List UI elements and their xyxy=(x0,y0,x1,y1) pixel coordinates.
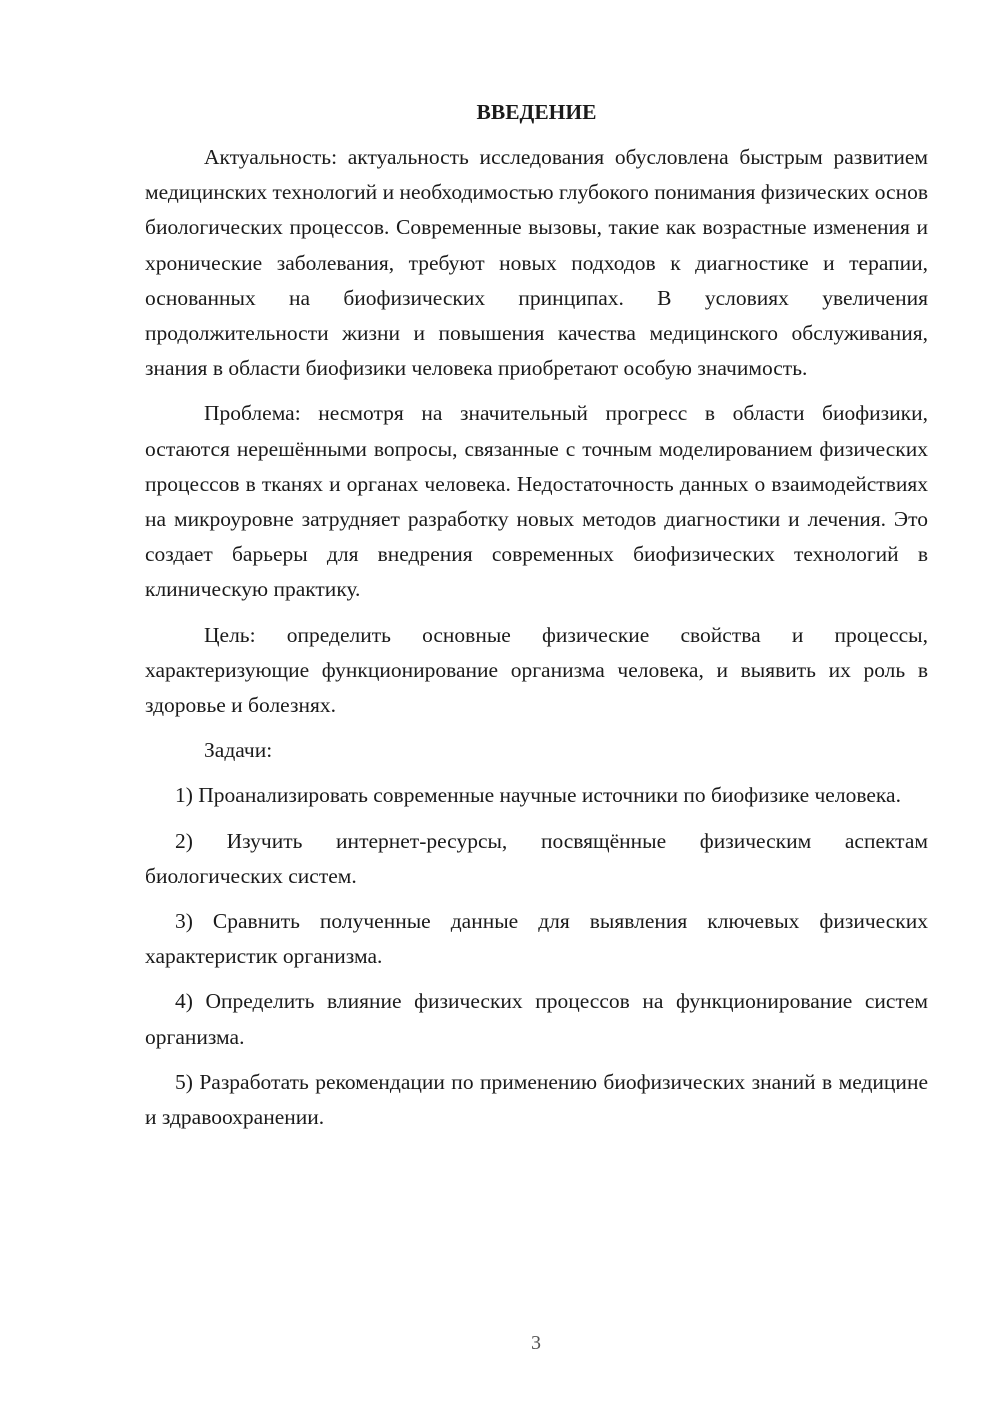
task-item-1: 1) Проанализировать современные научные источники по биофизике человека. xyxy=(175,783,901,808)
problem-paragraph: Проблема: несмотря на значительный прогресс в области биофизики, остаются нерешёнными вопросы, связанные с точным моделированием физических процессов в тканях и органах человека. Недостаточность данных о взаимодействиях на микроуровне затрудняет разработку новых методов диагностики и лечения. Это создает барьеры для внедрения современных биофизических технологий в клиническую практику. xyxy=(145,401,928,602)
task-item-5: 5) Разработать рекомендации по применению биофизических знаний в медицине и здравоохранении. xyxy=(145,1069,928,1130)
page-number: 3 xyxy=(531,1332,541,1354)
task-item-4: 4) Определить влияние физических процессов на функционирование систем организма. xyxy=(145,989,928,1049)
task-item-2: 2) Изучить интернет-ресурсы, посвящённые физическим аспектам биологических систем. xyxy=(145,828,928,888)
tasks-heading: Задачи: xyxy=(204,738,273,763)
relevance-paragraph: Актуальность: актуальность исследования обусловлена быстрым развитием медицинских технологий и необходимостью глубокого понимания физических основ биологических процессов. Современные вызовы, такие как возрастные изменения и хронические заболевания, требуют новых подходов к диагностике и терапии, основанных на биофизических принципах. В условиях увеличения продолжительности жизни и повышения качества медицинского обслуживания, знания в области биофизики человека приобретают особую значимость. xyxy=(145,145,928,381)
goal-paragraph: Цель: определить основные физические свойства и процессы, характеризующие функционирование организма человека, и выявить их роль в здоровье и болезнях. xyxy=(145,622,928,718)
task-item-3: 3) Сравнить полученные данные для выявления ключевых физических характеристик организма. xyxy=(145,909,928,969)
document-page xyxy=(145,98,928,1145)
section-title: ВВЕДЕНИЕ xyxy=(476,100,597,124)
